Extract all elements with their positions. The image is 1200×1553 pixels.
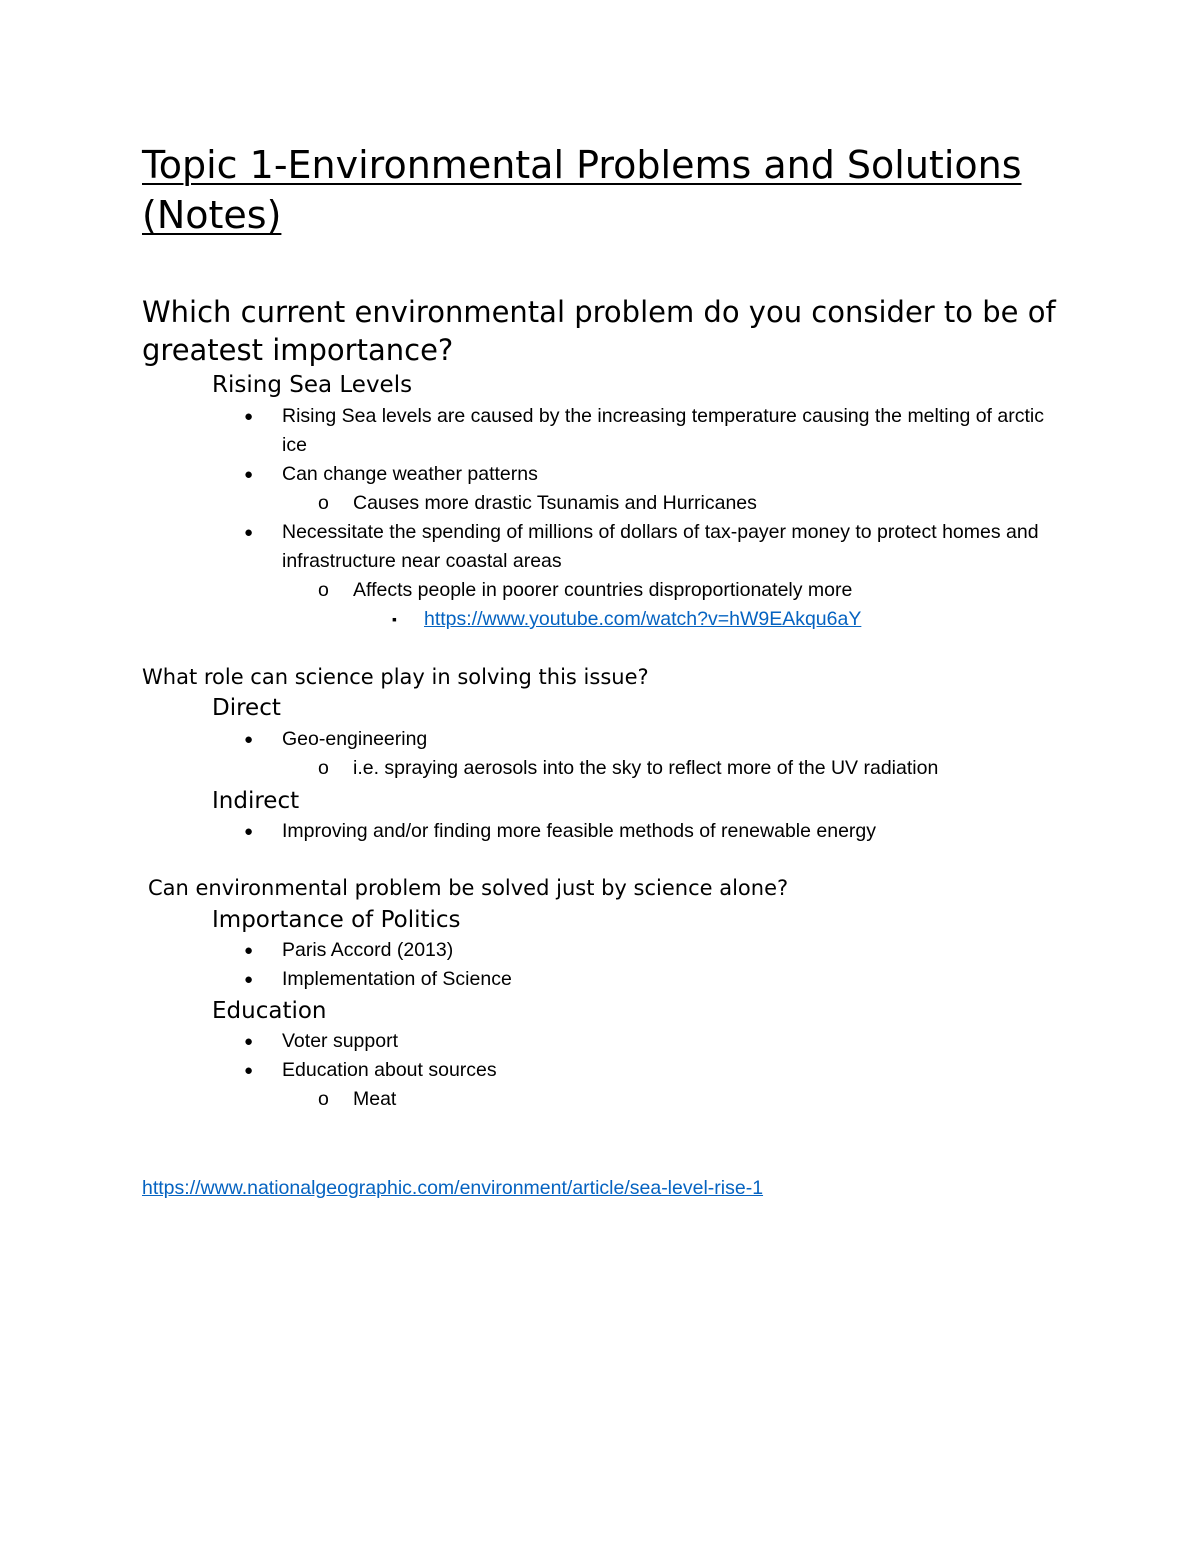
circle-bullet-icon: o xyxy=(318,579,329,601)
bullet-icon: ● xyxy=(244,731,254,748)
heading-direct: Direct xyxy=(212,695,281,721)
list-item: ● Education about sources xyxy=(244,1056,1074,1085)
list-item: ● Paris Accord (2013) xyxy=(244,936,1074,965)
list-item: ● Geo-engineering xyxy=(244,725,1074,754)
bullet-icon: ● xyxy=(244,466,254,483)
list-item: o i.e. spraying aerosols into the sky to reflect more of the UV radiation xyxy=(244,754,1074,783)
national-geographic-link[interactable]: https://www.nationalgeographic.com/environment/article/sea-level-rise-1 xyxy=(142,1177,764,1199)
footer-link-row xyxy=(142,1174,763,1202)
list-item: ● Voter support xyxy=(244,1027,1074,1056)
youtube-link[interactable]: https://www.youtube.com/watch?v=hW9EAkqu6aY xyxy=(424,608,862,630)
bullet-icon: ● xyxy=(244,1033,254,1050)
bullet-icon: ● xyxy=(244,1062,254,1079)
heading-importance-of-politics: Importance of Politics xyxy=(212,907,461,933)
list-politics xyxy=(244,936,1074,994)
list-direct xyxy=(244,725,1074,783)
question-1: Which current environmental problem do you consider to be of greatest importance? xyxy=(142,295,1056,367)
list-item: ● Can change weather patterns xyxy=(244,460,1074,489)
question-3: Can environmental problem be solved just by science alone? xyxy=(148,876,789,900)
square-bullet-icon: ▪ xyxy=(392,611,397,627)
heading-rising-sea-levels: Rising Sea Levels xyxy=(212,372,413,398)
list-item: ● Implementation of Science xyxy=(244,965,1074,994)
circle-bullet-icon: o xyxy=(318,757,329,779)
bullet-icon: ● xyxy=(244,942,254,959)
list-indirect xyxy=(244,817,1074,846)
list-item xyxy=(244,605,1074,634)
list-education xyxy=(244,1027,1074,1114)
bullet-icon: ● xyxy=(244,971,254,988)
list-item: o Affects people in poorer countries disproportionately more xyxy=(244,576,1074,605)
question-2: What role can science play in solving this issue? xyxy=(142,665,649,689)
bullet-icon: ● xyxy=(244,524,254,541)
bullet-icon: ● xyxy=(244,408,254,425)
heading-education: Education xyxy=(212,998,327,1024)
list-rising-sea-levels xyxy=(244,402,1074,634)
list-item: ● Improving and/or finding more feasible methods of renewable energy xyxy=(244,817,1074,846)
bullet-icon: ● xyxy=(244,823,254,840)
circle-bullet-icon: o xyxy=(318,492,329,514)
list-item: ● Necessitate the spending of millions of dollars of tax-payer money to protect homes and infrastructure near coastal areas xyxy=(244,518,1074,576)
page-title: Topic 1-Environmental Problems and Solutions (Notes) xyxy=(142,143,1022,237)
circle-bullet-icon: o xyxy=(318,1088,329,1110)
list-item: o Causes more drastic Tsunamis and Hurricanes xyxy=(244,489,1074,518)
list-item: o Meat xyxy=(244,1085,1074,1114)
heading-indirect: Indirect xyxy=(212,788,300,814)
list-item: ● Rising Sea levels are caused by the increasing temperature causing the melting of arctic ice xyxy=(244,402,1074,460)
